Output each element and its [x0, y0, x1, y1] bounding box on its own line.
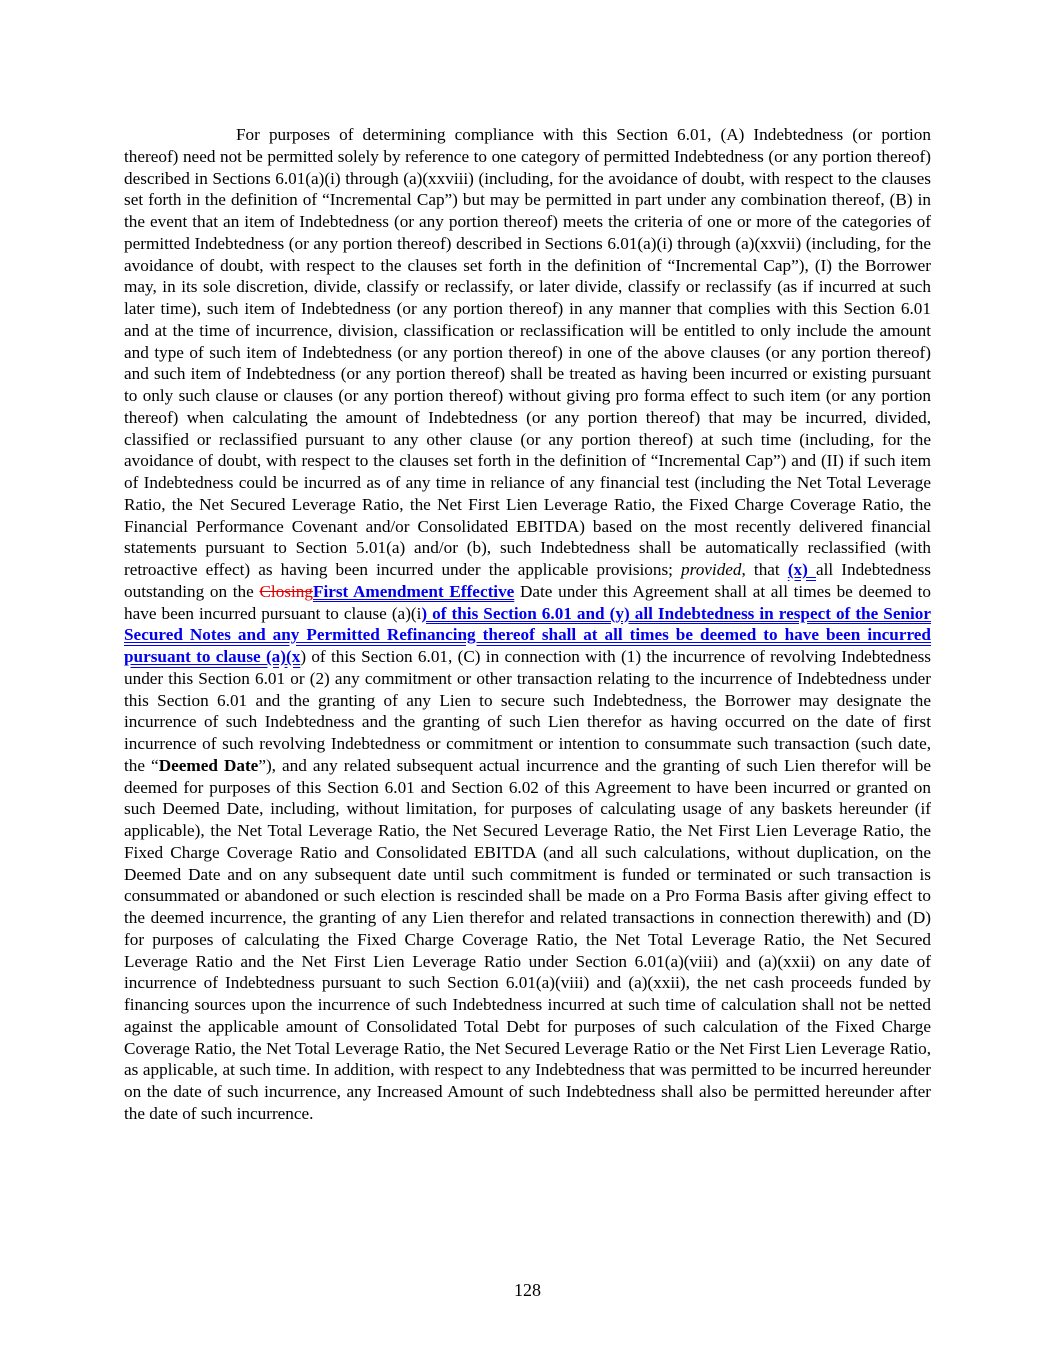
text-segment: ) of this Section 6.01, (C) in connection with (1) the incurrence of revolving Indebtedness under this Section 6.01 or (2) any commitment or other transaction relating to the incurrence of Indebtedness under this Section 6.01 and the granting of any Lien to secure such Indebtedness, the Borrower may designate the incurrence of such Indebtedness and the granting of such Lien therefor as having occurred on the date of first incurrence of such revolving Indebtedness or commitment or intention to consummate such transaction (such date, the “ — [124, 647, 931, 775]
inserted-text: (x) — [787, 560, 816, 579]
text-segment: For purposes of determining compliance with this Section 6.01, (A) Indebtedness (or portion thereof) need not be permitted solely by reference to one category of permitted Indebtedness (or any portion thereof) described in Sections 6.01(a)(i) through (a)(xxviii) (including, for the avoidance of doubt, with respect to the clauses set forth in the definition of “Incremental Cap”) but may be permitted in part under any combination thereof, (B) in the event that an item of Indebtedness (or any portion thereof) meets the criteria of one or more of the categories of permitted Indebtedness (or any portion thereof) described in Sections 6.01(a)(i) through (a)(xxvii) (including, for the avoidance of doubt, with respect to the clauses set forth in the definition of “Incremental Cap”), (I) the Borrower may, in its sole discretion, divide, classify or reclassify, or later divide, classify or reclassify (as if incurred at such later time), such item of Indebtedness (or any portion thereof) in any manner that complies with this Section 6.01 and at the time of incurrence, division, classification or reclassification will be entitled to only include the amount and type of such item of Indebtedness (or any portion thereof) in one of the above clauses (or any portion thereof) and such item of Indebtedness (or any portion thereof) shall be treated as having been incurred or existing pursuant to only such clause or clauses (or any portion thereof) without giving pro forma effect to such item (or any portion thereof) when calculating the amount of Indebtedness (or any portion thereof) that may be incurred, divided, classified or reclassified pursuant to any other clause (or any portion thereof) at such time (including, for the avoidance of doubt, with respect to the clauses set forth in the definition of “Incremental Cap”) and (II) if such item of Indebtedness could be incurred as of any time in reliance of any financial test (including the Net Total Leverage Ratio, the Net Secured Leverage Ratio, the Net First Lien Leverage Ratio, the Fixed Charge Coverage Ratio, the Financial Performance Covenant and/or Consolidated EBITDA) based on the most recently delivered financial statements pursuant to Section 5.01(a) and/or (b), such Indebtedness shall be automatically reclassified (with retroactive effect) as having been incurred under the applicable provisions; — [124, 125, 931, 579]
italic-segment: provided — [681, 560, 742, 579]
defined-term: Deemed Date — [158, 755, 259, 775]
body-paragraph — [124, 124, 931, 1125]
page-number: 128 — [514, 1280, 541, 1300]
inserted-text: ) of this Section 6.01 and (y) all Indebtedness in respect of the Senior Secured Notes and any Permitted Refinancing thereof shall at all times be deemed to have been incurred pursuant to clause (a)(x — [124, 603, 931, 666]
text-segment: , that — [741, 560, 788, 579]
deleted-text: Closing — [259, 581, 313, 601]
text-segment: ”), and any related subsequent actual incurrence and the granting of such Lien therefor will be deemed for purposes of this Section 6.01 and Section 6.02 of this Agreement to have been incurred or granted on such Deemed Date, including, without limitation, for purposes of calculating usage of any baskets hereunder (if applicable), the Net Total Leverage Ratio, the Net Secured Leverage Ratio, the Net First Lien Leverage Ratio, the Fixed Charge Coverage Ratio and Consolidated EBITDA (and all such calculations, without duplication, on the Deemed Date and on any subsequent date until such commitment is funded or terminated or such transaction is consummated or abandoned or such election is rescinded shall be made on a Pro Forma Basis after giving effect to the deemed incurrence, the granting of any Lien therefor and related transactions in connection therewith) and (D) for purposes of calculating the Fixed Charge Coverage Ratio, the Net Total Leverage Ratio, the Net Secured Leverage Ratio and the Net First Lien Leverage Ratio under Section 6.01(a)(viii) and (a)(xxii) on any date of incurrence of Indebtedness pursuant to such Section 6.01(a)(viii) and (a)(xxii), the net cash proceeds funded by financing sources upon the incurrence of such Indebtedness incurred at such time of calculation shall not be netted against the applicable amount of Consolidated Total Debt for purposes of such calculation of the Fixed Charge Coverage Ratio, the Net Total Leverage Ratio, the Net Secured Leverage Ratio or the Net First Lien Leverage Ratio, as applicable, at such time. In addition, with respect to any Indebtedness that was permitted to be incurred hereunder on the date of such incurrence, any Increased Amount of such Indebtedness shall also be permitted hereunder after the date of such incurrence. — [124, 755, 931, 1123]
text-segment: all Indebtedness outstanding on the — [124, 560, 931, 601]
inserted-text: First Amendment Effective — [312, 581, 515, 601]
text-segment: Date under this Agreement shall at all times be deemed to have been incurred pursuant to clause (a)(i — [124, 581, 931, 623]
